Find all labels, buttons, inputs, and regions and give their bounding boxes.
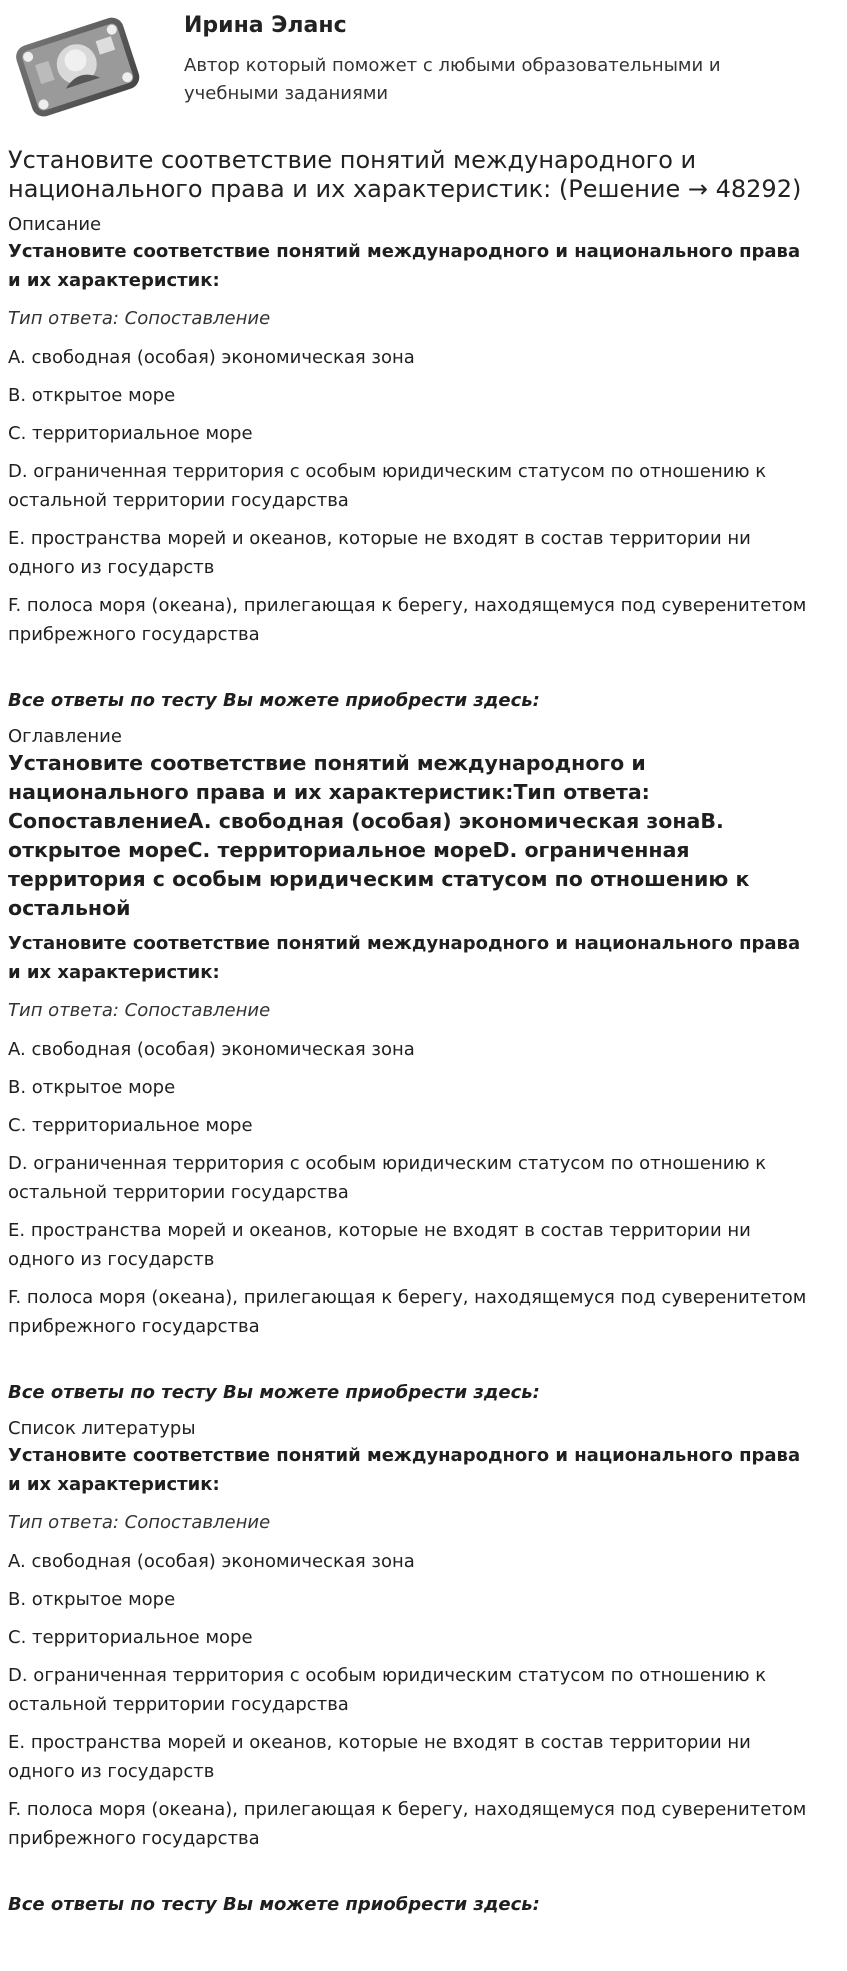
question-title: Установите соответствие понятий международного и национального права и их характеристик: bbox=[8, 933, 801, 983]
answer-type: Тип ответа: Сопоставление bbox=[8, 308, 271, 329]
author-name: Ирина Эланс bbox=[184, 13, 347, 38]
option-a: A. свободная (особая) экономическая зона bbox=[8, 1551, 415, 1572]
option-c: C. территориальное море bbox=[8, 1627, 253, 1648]
option-f: F. полоса моря (океана), прилегающая к берегу, находящемуся под суверенитетом прибрежного государства bbox=[8, 595, 807, 645]
option-e: E. пространства морей и океанов, которые не входят в состав территории ни одного из государств bbox=[8, 1220, 751, 1270]
option-b: B. открытое море bbox=[8, 385, 176, 406]
option-e: E. пространства морей и океанов, которые не входят в состав территории ни одного из государств bbox=[8, 528, 751, 578]
description-label: Описание bbox=[8, 214, 102, 235]
buy-answers-text: Все ответы по тесту Вы можете приобрести здесь: bbox=[8, 1382, 540, 1403]
answer-type: Тип ответа: Сопоставление bbox=[8, 1512, 271, 1533]
page bbox=[8, 0, 808, 1915]
references-label: Список литературы bbox=[8, 1418, 196, 1439]
option-d: D. ограниченная территория с особым юридическим статусом по отношению к остальной территории государства bbox=[8, 1665, 767, 1715]
author-block bbox=[8, 0, 808, 140]
option-b: B. открытое море bbox=[8, 1077, 176, 1098]
buy-answers-text: Все ответы по тесту Вы можете приобрести здесь: bbox=[8, 690, 540, 711]
option-e: E. пространства морей и океанов, которые не входят в состав территории ни одного из государств bbox=[8, 1732, 751, 1782]
page-title: Установите соответствие понятий международного и национального права и их характеристик: (Решение → 48292) bbox=[8, 146, 802, 203]
references-section bbox=[8, 1417, 808, 1919]
toc-heading: Установите соответствие понятий международного и национального права и их характеристик:Тип ответа: СопоставлениеA. свободная (особая) экономическая зонаB. открытое мореC. территориальное мореD. ограниченная территория с особым юридическим статусом по отношению к остальной bbox=[8, 751, 750, 920]
option-a: A. свободная (особая) экономическая зона bbox=[8, 1039, 415, 1060]
option-b: B. открытое море bbox=[8, 1589, 176, 1610]
toc-label: Оглавление bbox=[8, 726, 122, 747]
question-title: Установите соответствие понятий международного и национального права и их характеристик: bbox=[8, 1445, 801, 1495]
buy-answers-text: Все ответы по тесту Вы можете приобрести здесь: bbox=[8, 1894, 540, 1915]
option-d: D. ограниченная территория с особым юридическим статусом по отношению к остальной территории государства bbox=[8, 1153, 767, 1203]
author-description: Автор который поможет с любыми образовательными и учебными заданиями bbox=[184, 55, 721, 104]
content bbox=[8, 213, 808, 1929]
answer-type: Тип ответа: Сопоставление bbox=[8, 1000, 271, 1021]
option-c: C. территориальное море bbox=[8, 1115, 253, 1136]
option-d: D. ограниченная территория с особым юридическим статусом по отношению к остальной территории государства bbox=[8, 461, 767, 511]
option-f: F. полоса моря (океана), прилегающая к берегу, находящемуся под суверенитетом прибрежного государства bbox=[8, 1799, 807, 1849]
option-a: A. свободная (особая) экономическая зона bbox=[8, 347, 415, 368]
author-avatar bbox=[8, 8, 148, 128]
description-section bbox=[8, 213, 808, 715]
option-f: F. полоса моря (океана), прилегающая к берегу, находящемуся под суверенитетом прибрежного государства bbox=[8, 1287, 807, 1337]
toc-section bbox=[8, 725, 808, 1407]
option-c: C. территориальное море bbox=[8, 423, 253, 444]
question-title: Установите соответствие понятий международного и национального права и их характеристик: bbox=[8, 241, 801, 291]
